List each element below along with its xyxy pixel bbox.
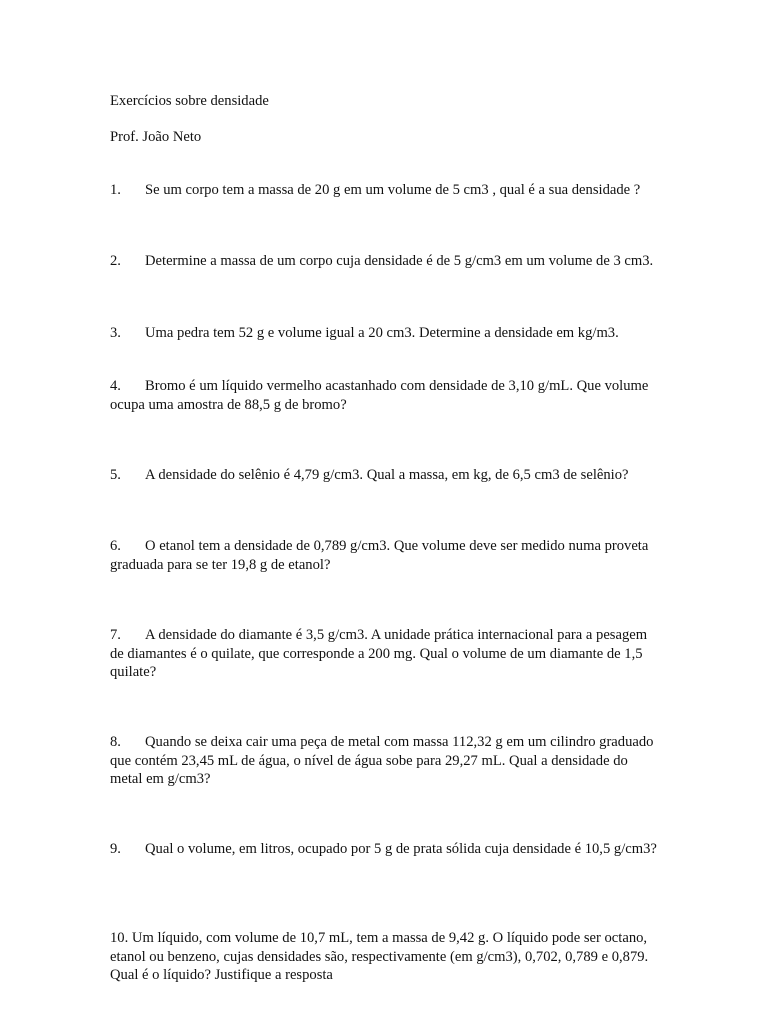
question-text: Quando se deixa cair uma peça de metal com massa 112,32 g em um cilindro graduado que contém 23,45 mL de água, o nível de água sobe para 29,27 mL. Qual a densidade do metal em g/cm3? <box>110 734 654 787</box>
question-text: Qual o volume, em litros, ocupado por 5 g de prata sólida cuja densidade é 10,5 g/cm3? <box>145 841 657 857</box>
document-title: Exercícios sobre densidade <box>110 93 269 109</box>
question-number: 9. <box>110 841 121 857</box>
question-number: 8. <box>110 734 121 750</box>
question-6 <box>110 537 658 574</box>
question-1 <box>110 181 658 200</box>
question-8 <box>110 733 658 789</box>
question-text: Se um corpo tem a massa de 20 g em um volume de 5 cm3 , qual é a sua densidade ? <box>145 182 641 198</box>
question-number: 1. <box>110 182 121 198</box>
question-7 <box>110 626 658 682</box>
document-author: Prof. João Neto <box>110 129 202 145</box>
question-number: 10. <box>110 930 129 946</box>
question-4 <box>110 377 658 414</box>
question-number: 4. <box>110 378 121 394</box>
question-9 <box>110 840 658 859</box>
question-number: 5. <box>110 467 121 483</box>
question-text: A densidade do selênio é 4,79 g/cm3. Qual a massa, em kg, de 6,5 cm3 de selênio? <box>145 467 629 483</box>
question-text: Um líquido, com volume de 10,7 mL, tem a massa de 9,42 g. O líquido pode ser octano, etanol ou benzeno, cujas densidades são, respectivamente (em g/cm3), 0,702, 0,789 e 0,879. Qual é o líquido? Justifique a resposta <box>110 930 649 983</box>
question-text: O etanol tem a densidade de 0,789 g/cm3. Que volume deve ser medido numa proveta graduada para se ter 19,8 g de etanol? <box>110 538 649 573</box>
question-text: Uma pedra tem 52 g e volume igual a 20 cm3. Determine a densidade em kg/m3. <box>145 325 619 341</box>
question-number: 7. <box>110 627 121 643</box>
question-number: 6. <box>110 538 121 554</box>
question-3 <box>110 324 658 343</box>
question-number: 3. <box>110 325 121 341</box>
question-text: A densidade do diamante é 3,5 g/cm3. A unidade prática internacional para a pesagem de diamantes é o quilate, que corresponde a 200 mg. Qual o volume de um diamante de 1,5 quilate? <box>110 627 648 680</box>
question-5 <box>110 466 658 485</box>
question-2 <box>110 252 658 271</box>
question-number: 2. <box>110 253 121 269</box>
question-text: Determine a massa de um corpo cuja densidade é de 5 g/cm3 em um volume de 3 cm3. <box>145 253 654 269</box>
question-text: Bromo é um líquido vermelho acastanhado com densidade de 3,10 g/mL. Que volume ocupa uma amostra de 88,5 g de bromo? <box>110 378 649 413</box>
question-10 <box>110 929 658 985</box>
